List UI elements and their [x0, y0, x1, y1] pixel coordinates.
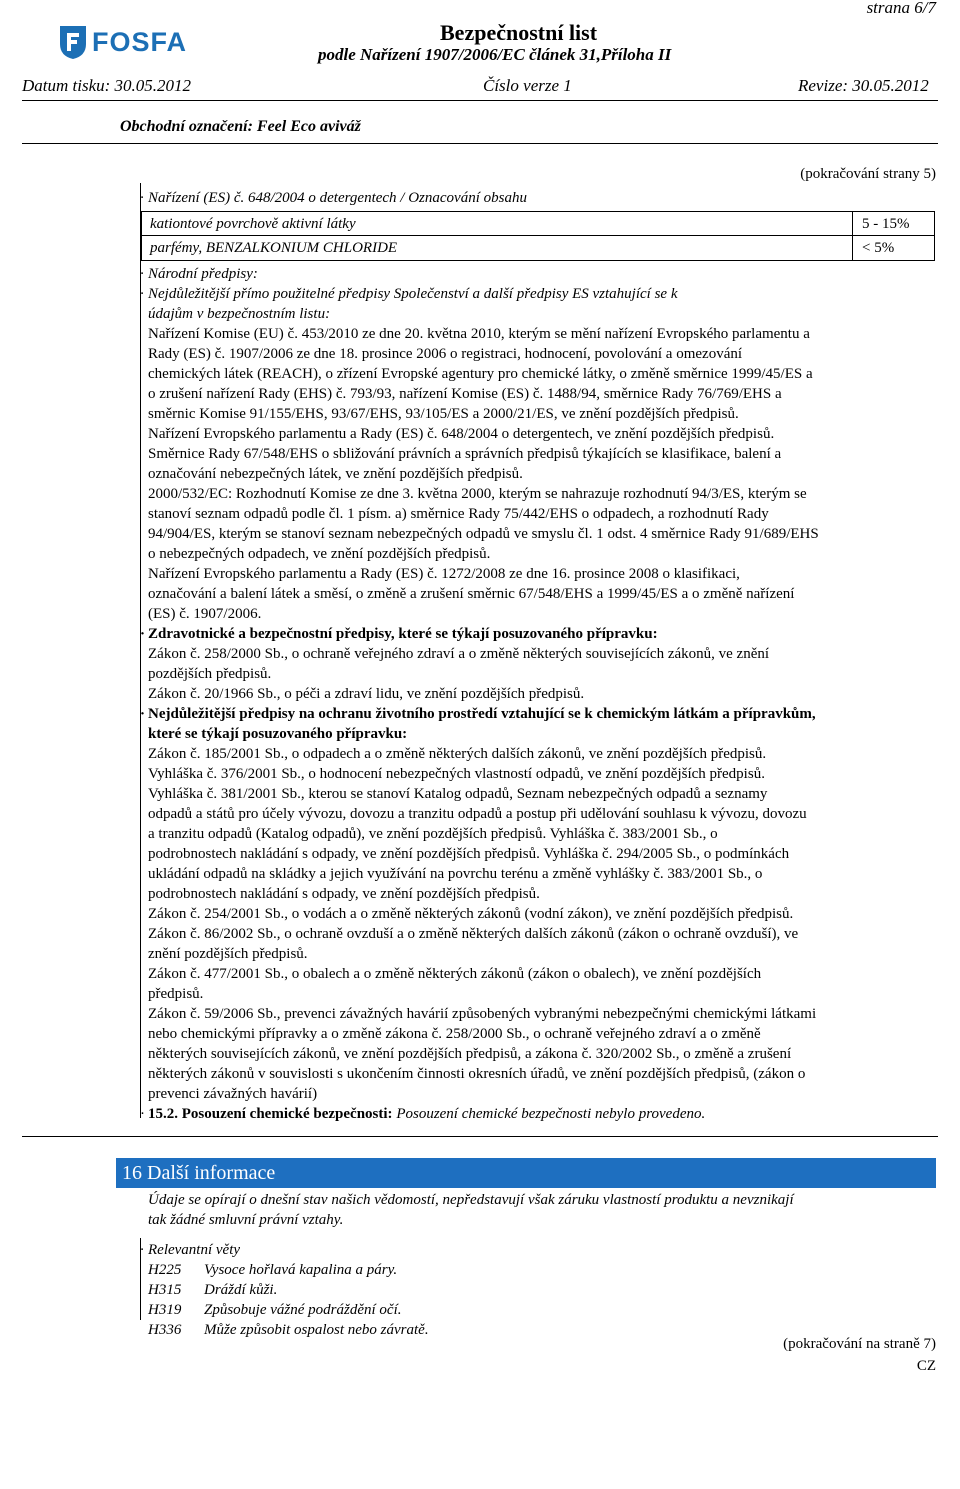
text-line: o zrušení nařízení Rady (EHS) č. 793/93, nařízení Komise (ES) č. 1488/94, směrnice Rady 76/769/EHS a [148, 386, 782, 402]
hazard-phrases-list [148, 1260, 648, 1340]
text-line: tak žádné smluvní právní vztahy. [148, 1212, 344, 1228]
language-code: CZ [916, 1358, 936, 1374]
logo-text: FOSFA [92, 27, 188, 57]
text-line: o nebezpečných odpadech, ve znění pozdějších předpisů. [148, 546, 491, 562]
table-cell-value: < 5% [862, 240, 895, 256]
text-line: Zákon č. 258/2000 Sb., o ochraně veřejného zdraví a o změně některých souvisejících zákonů, ve znění [148, 646, 770, 662]
text-line: stanoví seznam odpadů podle čl. 1 písm. a) směrnice Rady 75/442/EHS o odpadech, a rozhodnutí Rady [148, 506, 769, 522]
relevant-phrases-heading: · Relevantní věty [140, 1242, 241, 1258]
text-line: označování a balení látek a směsí, o změně a zrušení směrnic 67/548/EHS a 1999/45/ES a o změně nařízení [148, 586, 795, 602]
hazard-code: H319 [148, 1302, 182, 1318]
table-row [142, 236, 934, 260]
company-logo [58, 22, 228, 64]
text-line: 2000/532/EC: Rozhodnutí Komise ze dne 3. května 2000, kterým se nahrazuje rozhodnutí 94/3/ES, kterým se [148, 486, 807, 502]
detergents-heading: · Nařízení (ES) č. 648/2004 o detergentech / Oznacování obsahu [140, 190, 527, 206]
continued-to-label: (pokračování na straně 7) [783, 1336, 936, 1352]
health-regulations-text [148, 644, 935, 704]
hazard-text: Může způsobit ospalost nebo závratě. [204, 1322, 429, 1338]
hazard-code: H225 [148, 1262, 182, 1278]
document-title: Bezpečnostní list [440, 20, 598, 45]
section-left-border [140, 183, 141, 1118]
table-cell-value: 5 - 15% [862, 216, 910, 232]
national-subheading: · Nejdůležitější přímo použitelné předpisy Společenství a další předpisy ES vztahující se k údajům v bezpečnostním listu: [140, 286, 678, 322]
continued-from-label: (pokračování strany 5) [800, 166, 936, 182]
text-line: Zákon č. 477/2001 Sb., o obalech a o změně některých zákonů (zákon o obalech), ve znění pozdějších [148, 966, 762, 982]
text-line: Nařízení Evropského parlamentu a Rady (ES) č. 1272/2008 ze dne 16. prosince 2008 o klasifikaci, [148, 566, 740, 582]
text-line: směrnic Komise 91/155/EHS, 93/67/EHS, 93/105/ES a 2000/21/ES, ve znění pozdějších předpisů. [148, 406, 739, 422]
text-line: Rady (ES) č. 1907/2006 ze dne 18. prosince 2006 o registraci, hodnocení, povolování a omezování [148, 346, 743, 362]
text-line: označování nebezpečných látek, ve znění pozdějších předpisů. [148, 466, 523, 482]
text-line: prevenci závažných havárií) [148, 1086, 318, 1102]
environment-regulations-text [148, 744, 935, 1104]
text-line: Údaje se opírají o dnešní stav našich vědomostí, nepředstavují však záruku vlastností produktu a nevznikají [148, 1192, 794, 1208]
trade-name: Obchodní označení: Feel Eco aviváž [120, 118, 361, 135]
text-line: (ES) č. 1907/2006. [148, 606, 262, 622]
text-line: odpadů a států pro účely vývozu, dovozu a tranzitu odpadů a postup při udělování souhlasu k vývozu, dovozu [148, 806, 807, 822]
table-column-divider [852, 212, 853, 260]
text-line: Vyhláška č. 381/2001 Sb., kterou se stanoví Katalog odpadů, Seznam nebezpečných odpadů a seznamy [148, 786, 768, 802]
national-heading: · Národní předpisy: [140, 266, 258, 282]
text-line: znění pozdějších předpisů. [148, 946, 308, 962]
text-line: pozdějších předpisů. [148, 666, 272, 682]
section-divider [22, 1136, 938, 1137]
detergents-table [141, 211, 935, 261]
print-date: Datum tisku: 30.05.2012 [22, 76, 192, 95]
text-line: podrobnostech nakládání s odpady, ve znění pozdějších předpisů. Vyhláška č. 294/2005 Sb., o podmínkách [148, 846, 790, 862]
text-line: podrobnostech nakládání s odpady, ve znění pozdějších předpisů. [148, 886, 540, 902]
section-16-intro [148, 1190, 935, 1230]
text-line: Zákon č. 254/2001 Sb., o vodách a o změně některých zákonů (vodní zákon), ve znění pozdějších předpisů. [148, 906, 794, 922]
assessment-label: 15.2. Posouzení chemické bezpečnosti: [148, 1106, 393, 1122]
text-line: Nařízení Komise (EU) č. 453/2010 ze dne 20. května 2010, kterým se mění nařízení Evropského parlamentu a [148, 326, 810, 342]
text-line: některých souvisejících zákonů, ve znění pozdějších předpisů, a zákona č. 320/2002 Sb., o změně a zrušení [148, 1046, 792, 1062]
chemical-safety-assessment: · 15.2. Posouzení chemické bezpečnosti: Posouzení chemické bezpečnosti nebylo provedeno. [140, 1106, 706, 1122]
assessment-text: Posouzení chemické bezpečnosti nebylo provedeno. [396, 1106, 706, 1122]
page-number: strana 6/7 [866, 0, 936, 17]
hazard-text: Dráždí kůži. [204, 1282, 278, 1298]
version-number: Číslo verze 1 [483, 76, 572, 95]
trade-name-divider [22, 143, 938, 144]
text-line: Vyhláška č. 376/2001 Sb., o hodnocení nebezpečných vlastností odpadů, ve znění pozdějších předpisů. [148, 766, 765, 782]
environment-heading: · Nejdůležitější předpisy na ochranu životního prostředí vztahující se k chemickým látkám a přípravkům, které se týkají posuzovaného přípravku: [140, 706, 816, 742]
national-regulations-text [148, 324, 935, 624]
health-heading: · Zdravotnické a bezpečnostní předpisy, které se týkají posuzovaného přípravku: [140, 626, 658, 642]
text-line: nebo chemickými přípravky a o změně zákona č. 258/2000 Sb., o ochraně veřejného zdraví a o změně [148, 1026, 761, 1042]
table-cell-name: kationtové povrchově aktivní látky [150, 216, 356, 232]
hazard-code: H336 [148, 1322, 182, 1338]
text-line: Směrnice Rady 67/548/EHS o sbližování právních a správních předpisů týkajících se klasifikace, balení a [148, 446, 782, 462]
hazard-text: Vysoce hořlavá kapalina a páry. [204, 1262, 398, 1278]
table-row [142, 212, 934, 236]
logo-shield-icon [58, 24, 88, 60]
revision-date: Revize: 30.05.2012 [798, 76, 929, 95]
text-line: chemických látek (REACH), o zřízení Evropské agentury pro chemické látky, o změně směrnice 1999/45/ES a [148, 366, 813, 382]
text-line: některých zákonů v souvislosti s ukončením činnosti okresních úřadů, ve znění pozdějších předpisů, (zákon o [148, 1066, 806, 1082]
hazard-code: H315 [148, 1282, 182, 1298]
table-cell-name: parfémy, BENZALKONIUM CHLORIDE [150, 240, 398, 256]
header-divider [22, 100, 938, 101]
text-line: Zákon č. 20/1966 Sb., o péči a zdraví lidu, ve znění pozdějších předpisů. [148, 686, 585, 702]
section-16-heading: 16 Další informace [116, 1158, 936, 1188]
text-line: Zákon č. 86/2002 Sb., o ochraně ovzduší a o změně některých dalších zákonů (zákon o ochraně ovzduší), ve [148, 926, 799, 942]
text-line: Zákon č. 185/2001 Sb., o odpadech a o změně některých dalších zákonů, ve znění pozdějších předpisů. [148, 746, 767, 762]
text-line: a tranzitu odpadů (Katalog odpadů), ve znění pozdějších předpisů. Vyhláška č. 383/2001 Sb., o [148, 826, 718, 842]
text-line: předpisů. [148, 986, 204, 1002]
hazard-text: Způsobuje vážné podráždění očí. [204, 1302, 402, 1318]
text-line: Zákon č. 59/2006 Sb., prevenci závažných havárií způsobených vybranými nebezpečnými chemickými látkami [148, 1006, 817, 1022]
text-line: Nařízení Evropského parlamentu a Rady (ES) č. 648/2004 o detergentech, ve znění pozdějších předpisů. [148, 426, 775, 442]
text-line: ukládání odpadů na skládky a jejich využívání na povrchu terénu a změně vyhlášky č. 383/2001 Sb., o [148, 866, 763, 882]
document-subtitle: podle Nařízení 1907/2006/EC článek 31,Příloha II [318, 45, 672, 64]
text-line: 94/904/ES, kterým se stanoví seznam nebezpečných odpadů ve smyslu čl. 1 odst. 4 směrnice Rady 91/689/EHS [148, 526, 819, 542]
